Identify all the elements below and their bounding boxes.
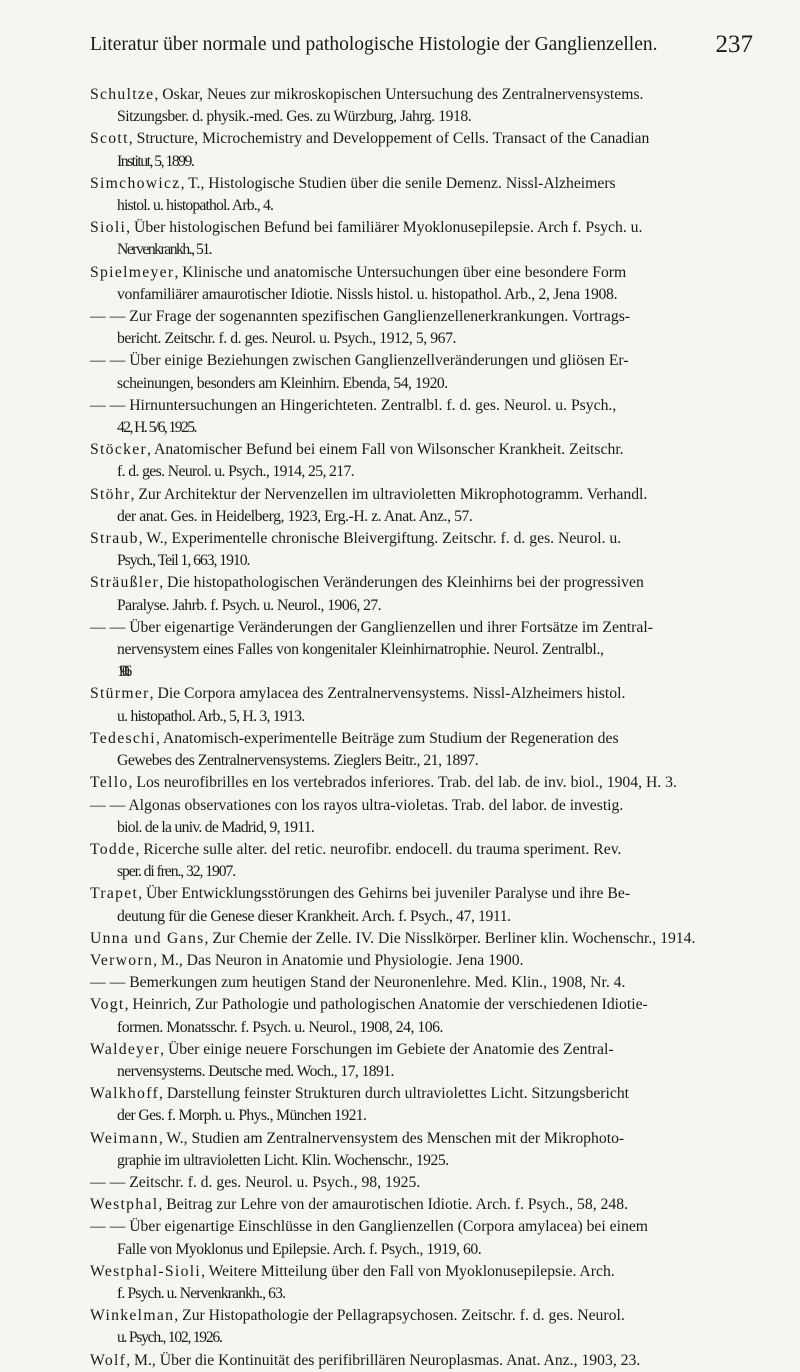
reference-line (90, 106, 753, 128)
reference-line (90, 328, 753, 350)
reference-entry (90, 839, 753, 883)
reference-entry (90, 772, 753, 794)
reference-text: f. d. ges. Neurol. u. Psych., 1914, 25, 217. (117, 463, 355, 481)
running-title: Literatur über normale und pathologische Histologie der Ganglienzellen. (90, 34, 658, 55)
reference-text: nervensystem eines Falles von kongenitaler Kleinhirnatrophie. Neurol. Zentralbl., (117, 641, 604, 659)
reference-line (90, 795, 753, 817)
reference-text: , Über histologischen Befund bei familiärer Myoklonusepilepsie. Arch f. Psych. u. (126, 219, 643, 237)
reference-text: der anat. Ges. in Heidelberg, 1923, Erg.-H. z. Anat. Anz., 57. (117, 507, 473, 525)
reference-text: — — Hirnuntersuchungen an Hingerichteten. Zentralbl. f. d. ges. Neurol. u. Psych., (90, 396, 617, 414)
reference-line (90, 595, 753, 617)
reference-line (90, 550, 753, 572)
reference-author: Walkhoff (90, 1085, 159, 1103)
reference-author: Todde (90, 840, 136, 858)
reference-line (90, 950, 753, 972)
reference-text: sper. di fren., 32, 1907. (117, 863, 236, 881)
reference-text: , W., Experimentelle chronische Bleivergiftung. Zeitschr. f. d. ges. Neurol. u. (138, 530, 622, 548)
reference-line (90, 439, 753, 461)
reference-entry (90, 1216, 753, 1260)
reference-line (90, 706, 753, 728)
reference-line (90, 528, 753, 550)
reference-author: Sioli (90, 219, 127, 237)
reference-author: Schultze (90, 86, 155, 103)
reference-author: Trapet (90, 885, 139, 903)
reference-line (90, 373, 753, 395)
reference-text: 1906. (117, 663, 126, 681)
reference-line (90, 1061, 753, 1083)
reference-author: Vogt (90, 996, 125, 1014)
reference-text: , Ricerche sulle alter. del retic. neurofibr. endocell. du trauma speriment. Rev. (135, 840, 622, 858)
reference-entry (90, 1261, 753, 1305)
reference-line (90, 1261, 753, 1283)
reference-line (90, 173, 753, 195)
reference-entry (90, 883, 753, 927)
reference-line (90, 1017, 753, 1039)
reference-line (90, 1128, 753, 1150)
reference-text: — — Zeitschr. f. d. ges. Neurol. u. Psych., 98, 1925. (90, 1173, 421, 1191)
reference-author: Tello (90, 774, 129, 792)
reference-author: Tedeschi (90, 729, 156, 747)
reference-entry (90, 350, 753, 394)
reference-text: , Oskar, Neues zur mikroskopischen Untersuchung des Zentralnervensystems. (154, 86, 644, 103)
reference-entry (90, 683, 753, 727)
reference-entry (90, 1039, 753, 1083)
reference-line (90, 84, 753, 106)
reference-text: Falle von Myoklonus und Epilepsie. Arch. f. Psych., 1919, 60. (117, 1240, 482, 1258)
reference-text: , Anatomisch-experimentelle Beiträge zum Studium der Regeneration des (155, 729, 619, 747)
reference-list (90, 84, 753, 1372)
reference-text: der Ges. f. Morph. u. Phys., München 1921. (117, 1107, 367, 1125)
reference-line (90, 284, 753, 306)
reference-line (90, 506, 753, 528)
reference-line (90, 1105, 753, 1127)
reference-line (90, 1039, 753, 1061)
reference-entry (90, 439, 753, 483)
reference-text: histol. u. histopathol. Arb., 4. (117, 197, 274, 215)
reference-line (90, 1216, 753, 1238)
reference-text: u. Psych., 102, 1926. (117, 1329, 222, 1347)
reference-text: Gewebes des Zentralnervensystems. Zieglers Beitr., 21, 1897. (117, 752, 479, 770)
reference-line (90, 572, 753, 594)
reference-entry (90, 972, 753, 994)
reference-author: Unna und Gans (90, 929, 205, 947)
reference-text: bericht. Zeitschr. f. d. ges. Neurol. u. Psych., 1912, 5, 967. (117, 330, 456, 348)
reference-text: — — Über einige Beziehungen zwischen Ganglienzellveränderungen und gliösen Er- (90, 352, 629, 370)
reference-text: , Zur Histopathologie der Pellagrapsychosen. Zeitschr. f. d. ges. Neurol. (174, 1307, 625, 1325)
reference-line (90, 128, 753, 150)
reference-entry (90, 1083, 753, 1127)
reference-line (90, 1083, 753, 1105)
reference-line (90, 617, 753, 639)
reference-entry (90, 528, 753, 572)
reference-entry (90, 128, 753, 172)
reference-author: Winkelman (90, 1307, 175, 1325)
reference-text: , Die histopathologischen Veränderungen des Kleinhirns bei der progressiven (159, 574, 644, 592)
reference-text: , Weitere Mitteilung über den Fall von Myoklonusepilepsie. Arch. (201, 1262, 615, 1280)
reference-text: , Darstellung feinster Strukturen durch ultraviolettes Licht. Sitzungsbericht (158, 1085, 630, 1103)
reference-line (90, 350, 753, 372)
reference-text: — — Algonas observationes con los rayos ultra-violetas. Trab. del labor. de investig. (90, 796, 624, 814)
reference-line (90, 1150, 753, 1172)
reference-text: graphie im ultravioletten Licht. Klin. Wochenschr., 1925. (117, 1151, 449, 1169)
reference-line (90, 195, 753, 217)
reference-line (90, 772, 753, 794)
reference-line (90, 417, 753, 439)
reference-line (90, 928, 753, 950)
reference-entry (90, 262, 753, 306)
reference-text: u. histopathol. Arb., 5, H. 3, 1913. (117, 707, 305, 725)
reference-text: Institut, 5, 1899. (117, 152, 194, 170)
reference-line (90, 839, 753, 861)
reference-entry (90, 173, 753, 217)
reference-line (90, 217, 753, 239)
reference-text: , Heinrich, Zur Pathologie und pathologischen Anatomie der verschiedenen Idiotie- (124, 996, 648, 1014)
reference-line (90, 1350, 753, 1372)
reference-entry (90, 1128, 753, 1172)
reference-line (90, 861, 753, 883)
reference-text: , M., Das Neuron in Anatomie und Physiologie. Jena 1900. (153, 951, 524, 969)
reference-author: Scott (90, 130, 129, 148)
reference-author: Waldeyer (90, 1040, 161, 1058)
reference-line (90, 1239, 753, 1261)
reference-text: 42, H. 5/6, 1925. (117, 419, 196, 437)
reference-line (90, 1327, 753, 1349)
reference-text: Psych., Teil 1, 663, 1910. (117, 552, 250, 570)
reference-entry (90, 217, 753, 261)
reference-author: Weimann (90, 1129, 159, 1147)
reference-entry (90, 795, 753, 839)
reference-entry (90, 728, 753, 772)
reference-text: , W., Studien am Zentralnervensystem des Menschen mit der Mikrophoto- (158, 1129, 625, 1147)
reference-author: Simchowicz (90, 174, 181, 192)
reference-line (90, 484, 753, 506)
page-number: 237 (715, 31, 753, 58)
reference-line (90, 883, 753, 905)
reference-entry (90, 395, 753, 439)
reference-text: Nervenkrankh., 51. (117, 241, 212, 259)
reference-line (90, 1283, 753, 1305)
reference-text: Paralyse. Jahrb. f. Psych. u. Neurol., 1906, 27. (117, 596, 382, 614)
reference-line (90, 906, 753, 928)
reference-text: , T., Histologische Studien über die senile Demenz. Nissl-Alzheimers (180, 174, 616, 192)
reference-text: , Los neurofibrilles en los vertebrados inferiores. Trab. del lab. de inv. biol., 1904, H. 3. (128, 774, 677, 792)
reference-line (90, 728, 753, 750)
reference-text: scheinungen, besonders am Kleinhirn. Ebenda, 54, 1920. (117, 374, 448, 392)
reference-text: , Über Entwicklungsstörungen des Gehirns bei juveniler Paralyse und ihre Be- (138, 885, 631, 903)
reference-line (90, 262, 753, 284)
reference-author: Stöcker (90, 441, 148, 459)
reference-text: , Die Corpora amylacea des Zentralnervensystems. Nissl-Alzheimers histol. (149, 685, 626, 703)
reference-text: Sitzungsber. d. physik.-med. Ges. zu Würzburg, Jahrg. 1918. (117, 108, 472, 126)
reference-text: , M., Über die Kontinuität des perifibrillären Neuroplasmas. Anat. Anz., 1903, 23. (126, 1351, 641, 1369)
reference-line (90, 817, 753, 839)
reference-text: — — Über eigenartige Einschlüsse in den Ganglienzellen (Corpora amylacea) bei einem (90, 1218, 649, 1236)
reference-line (90, 972, 753, 994)
reference-line (90, 994, 753, 1016)
reference-line (90, 683, 753, 705)
reference-line (90, 239, 753, 261)
reference-line (90, 1305, 753, 1327)
reference-line (90, 1172, 753, 1194)
reference-line (90, 661, 753, 683)
reference-line (90, 306, 753, 328)
reference-line (90, 151, 753, 173)
reference-entry (90, 1350, 753, 1372)
reference-author: Spielmeyer (90, 263, 175, 281)
reference-text: , Zur Architektur der Nervenzellen im ultravioletten Mikrophotogramm. Verhandl. (130, 485, 648, 503)
reference-text: — — Über eigenartige Veränderungen der Ganglienzellen und ihrer Fortsätze im Zentral- (90, 618, 653, 636)
reference-entry (90, 1172, 753, 1194)
reference-entry (90, 306, 753, 350)
reference-text: f. Psych. u. Nervenkrankh., 63. (117, 1284, 286, 1302)
reference-text: deutung für die Genese dieser Krankheit. Arch. f. Psych., 47, 1911. (117, 907, 511, 925)
reference-entry (90, 1194, 753, 1216)
reference-author: Verworn (90, 951, 154, 969)
reference-line (90, 1194, 753, 1216)
running-head (90, 31, 753, 64)
reference-text: , Structure, Microchemistry and Developpement of Cells. Transact of the Canadian (128, 130, 650, 148)
reference-text: , Klinische und anatomische Untersuchungen über eine besondere Form (174, 263, 627, 281)
reference-entry (90, 928, 753, 950)
reference-author: Stöhr (90, 485, 131, 503)
reference-author: Westphal (90, 1196, 159, 1214)
reference-text: , Beitrag zur Lehre von der amaurotischen Idiotie. Arch. f. Psych., 58, 248. (158, 1196, 629, 1214)
reference-entry (90, 994, 753, 1038)
reference-line (90, 639, 753, 661)
reference-entry (90, 484, 753, 528)
reference-text: nervensystems. Deutsche med. Woch., 17, 1891. (117, 1062, 394, 1080)
reference-entry (90, 617, 753, 684)
reference-author: Stürmer (90, 685, 150, 703)
reference-text: biol. de la univ. de Madrid, 9, 1911. (117, 818, 315, 836)
reference-text: , Zur Chemie der Zelle. IV. Die Nisslkörper. Berliner klin. Wochenschr., 1914. (204, 929, 696, 947)
reference-entry (90, 84, 753, 128)
reference-text: , Anatomischer Befund bei einem Fall von Wilsonscher Krankheit. Zeitschr. (147, 441, 624, 459)
reference-author: Sträußler (90, 574, 160, 592)
reference-line (90, 750, 753, 772)
reference-author: Wolf (90, 1351, 127, 1369)
reference-text: vonfamiliärer amaurotischer Idiotie. Nissls histol. u. histopathol. Arb., 2, Jena 1908. (117, 285, 618, 303)
reference-line (90, 395, 753, 417)
reference-text: formen. Monatsschr. f. Psych. u. Neurol., 1908, 24, 106. (117, 1018, 443, 1036)
reference-entry (90, 950, 753, 972)
reference-text: — — Bemerkungen zum heutigen Stand der Neuronenlehre. Med. Klin., 1908, Nr. 4. (90, 974, 626, 992)
reference-entry (90, 572, 753, 616)
reference-author: Straub (90, 530, 139, 548)
reference-text: — — Zur Frage der sogenannten spezifischen Ganglienzellenerkrankungen. Vortrags- (90, 308, 631, 326)
reference-author: Westphal-Sioli (90, 1262, 202, 1280)
reference-text: , Über einige neuere Forschungen im Gebiete der Anatomie des Zentral- (160, 1040, 614, 1058)
reference-entry (90, 1305, 753, 1349)
reference-line (90, 461, 753, 483)
